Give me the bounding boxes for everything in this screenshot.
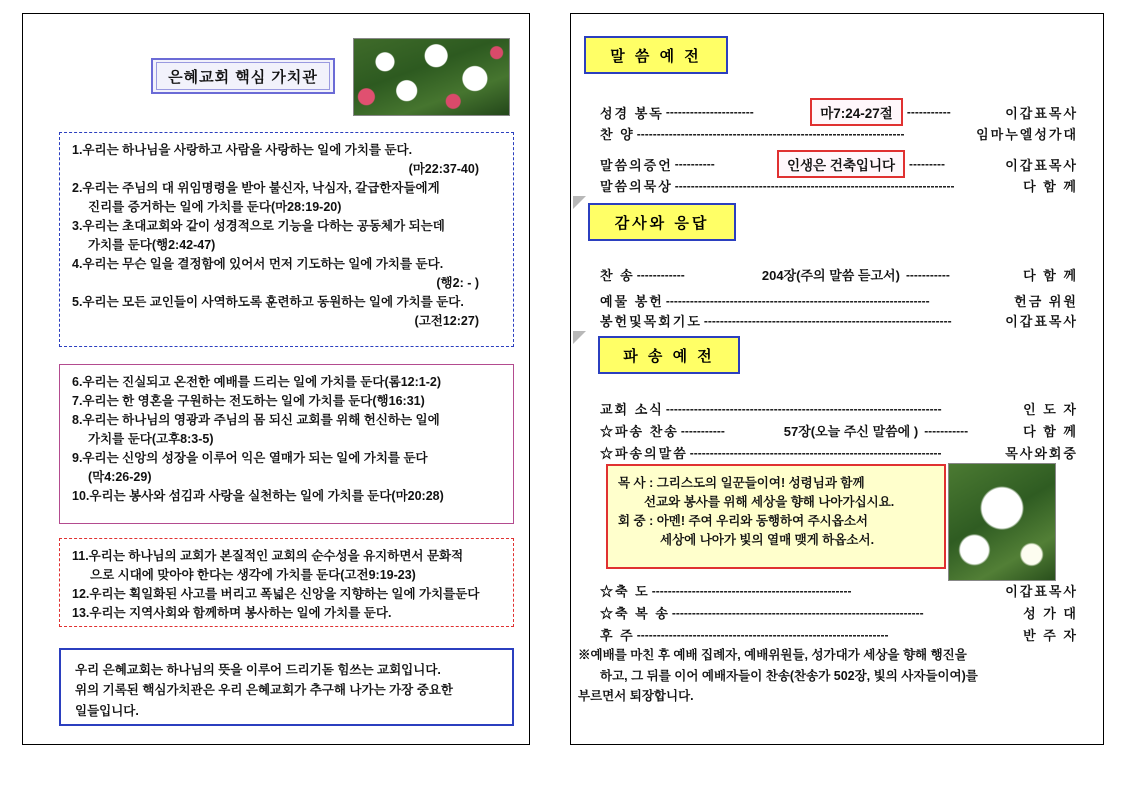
section-heading-thanks-response: 감사와 응답 bbox=[588, 203, 736, 241]
responsive-line: 세상에 나아가 빛의 열매 맺게 하옵소서. bbox=[660, 533, 875, 547]
core-values-title-box bbox=[151, 58, 335, 94]
value-item: 7.우리는 한 영혼을 구원하는 전도하는 일에 가치를 둔다(행16:31) bbox=[72, 394, 425, 408]
responsive-line: 회 중 : 아멘! 주여 우리와 동행하여 주시옵소서 bbox=[618, 514, 868, 528]
heading-corner-marker bbox=[573, 196, 586, 209]
value-item: 2.우리는 주님의 대 위임명령을 받아 불신자, 낙심자, 갈급한자들에게 진리를 증거하는 일에 가치를 둔다(마28:19-20) bbox=[72, 181, 440, 214]
service-row: ☆파송 찬송 ----------- 57장(오늘 주신 말씀에 ) ----------- 다 함 께 bbox=[600, 423, 1078, 439]
values-group-3 bbox=[59, 538, 514, 627]
section-heading-sending-service: 파 송 예 전 bbox=[598, 336, 740, 374]
left-page-panel bbox=[22, 13, 530, 745]
value-item: 6.우리는 진실되고 온전한 예배를 드리는 일에 가치를 둔다(롬12:1-2) bbox=[72, 375, 441, 389]
values-group-1 bbox=[59, 132, 514, 347]
core-values-title: 은혜교회 핵심 가치관 bbox=[156, 62, 330, 90]
service-row: 봉헌및목회기도 -------------------------------------------------------------- 이갑표목사 bbox=[600, 313, 1078, 329]
service-row: 말씀의증언 ---------- 인생은 건축입니다 --------- 이갑표목사 bbox=[570, 150, 1104, 178]
value-item: 1.우리는 하나님을 사랑하고 사람을 사랑하는 일에 가치를 둔다. (마22:37-40) bbox=[72, 143, 479, 176]
responsive-line: 선교와 봉사를 위해 세상을 향해 나아가십시요. bbox=[644, 495, 895, 509]
summary-box bbox=[59, 648, 514, 726]
flower-photo-right bbox=[948, 463, 1056, 581]
heading-corner-marker bbox=[573, 331, 586, 344]
flower-photo-top bbox=[353, 38, 510, 116]
values-group-2 bbox=[59, 364, 514, 524]
service-row: 찬 송 ------------ 204장(주의 말씀 듣고서) ----------- 다 함 께 bbox=[600, 267, 1079, 283]
value-item: 5.우리는 모든 교인들이 사역하도록 훈련하고 동원하는 일에 가치를 둔다. (고전12:27) bbox=[72, 295, 479, 328]
responsive-reading-box bbox=[606, 464, 946, 569]
value-item: 3.우리는 초대교회와 같이 성경적으로 기능을 다하는 공동체가 되는데 가치를 둔다(행2:42-47) bbox=[72, 219, 445, 252]
sermon-title-chip: 인생은 건축입니다 bbox=[777, 150, 905, 178]
value-item: 13.우리는 지역사회와 함께하며 봉사하는 일에 가치를 둔다. bbox=[72, 606, 392, 620]
value-item: 9.우리는 신앙의 성장을 이루어 익은 열매가 되는 일에 가치를 둔다 (막4:26-29) bbox=[72, 451, 428, 484]
service-row: 예물 봉헌 ------------------------------------------------------------------ 헌금 위원 bbox=[600, 293, 1078, 309]
value-item: 4.우리는 무슨 일을 결정함에 있어서 먼저 기도하는 일에 가치를 둔다. (행2: - ) bbox=[72, 257, 479, 290]
section-heading-word-service: 말 씀 예 전 bbox=[584, 36, 728, 74]
service-row: ☆축 복 송 --------------------------------------------------------------- 성 가 대 bbox=[600, 605, 1078, 621]
responsive-line: 목 사 : 그리스도의 일꾼들이여! 성령님과 함께 bbox=[618, 476, 865, 490]
service-row: ☆파송의말씀 --------------------------------------------------------------- 목사와회중 bbox=[600, 445, 1078, 461]
closing-note: ※예배를 마친 후 예배 집례자, 예배위원들, 성가대가 세상을 향해 행진을 하고, 그 뒤를 이어 예배자들이 찬송(찬송가 502장, 빛의 사자들이여)를 부르면서 퇴장합니다. bbox=[578, 648, 978, 704]
value-item: 8.우리는 하나님의 영광과 주님의 몸 되신 교회를 위해 헌신하는 일에 가치를 둔다(고후8:3-5) bbox=[72, 413, 440, 446]
summary-text: 우리 은혜교회는 하나님의 뜻을 이루어 드리기돋 힘쓰는 교회입니다. 위의 기록된 핵심가치관은 우리 은혜교회가 추구해 나가는 가장 중요한 일들입니다. bbox=[75, 663, 453, 718]
service-row: 말씀의묵상 ---------------------------------------------------------------------- 다 함 께 bbox=[600, 178, 1078, 194]
value-item: 11.우리는 하나님의 교회가 본질적인 교회의 순수성을 유지하면서 문화적 으로 시대에 맞아야 한다는 생각에 가치를 둔다(고전9:19-23) bbox=[72, 549, 464, 582]
service-row: ☆축 도 -------------------------------------------------- 이갑표목사 bbox=[600, 583, 1078, 599]
value-item: 10.우리는 봉사와 섬김과 사랑을 실천하는 일에 가치를 둔다(마20:28) bbox=[72, 489, 444, 503]
service-row: 성경 봉독 ---------------------- 마7:24-27절 ----------- 이갑표목사 bbox=[570, 98, 1104, 126]
value-item: 12.우리는 획일화된 사고를 버리고 폭넓은 신앙을 지향하는 일에 가치를둔다 bbox=[72, 587, 480, 601]
scripture-chip: 마7:24-27절 bbox=[810, 98, 903, 126]
service-row: 교회 소식 --------------------------------------------------------------------- 인 도 자 bbox=[600, 401, 1078, 417]
service-row: 후 주 --------------------------------------------------------------- 반 주 자 bbox=[600, 627, 1078, 643]
service-row: 찬 양 ------------------------------------------------------------------- 임마누엘성가대 bbox=[600, 126, 1078, 142]
